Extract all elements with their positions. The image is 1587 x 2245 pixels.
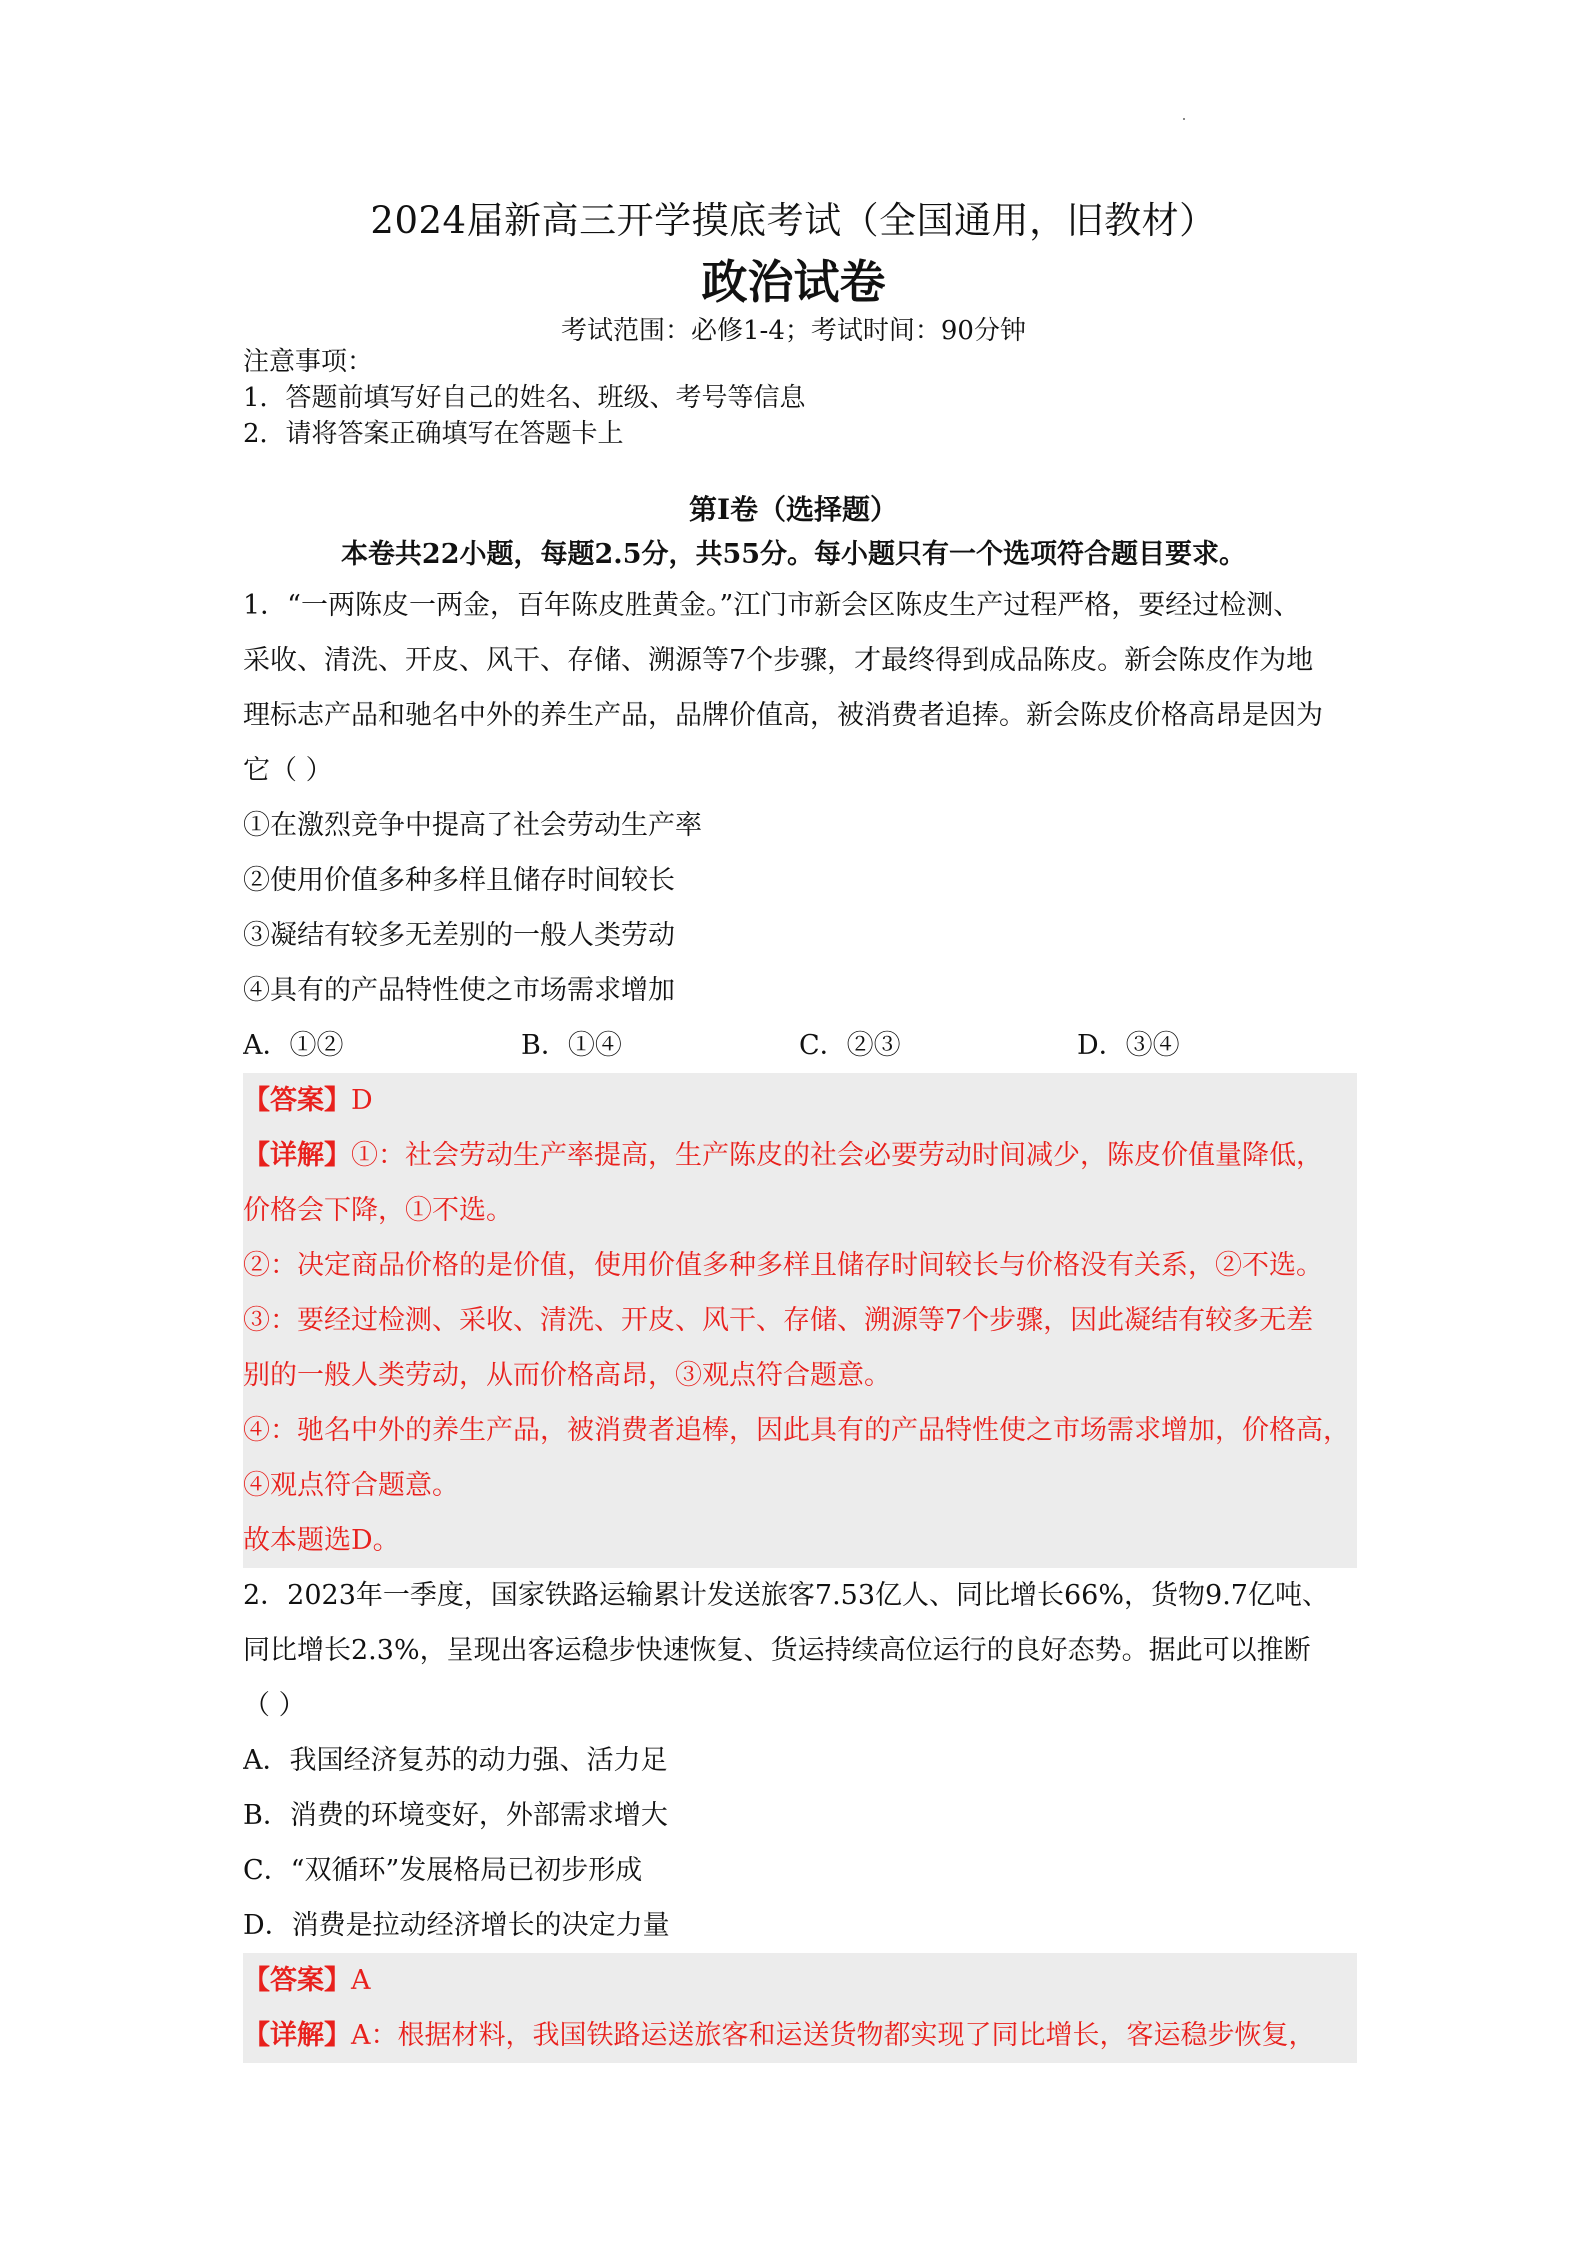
- option-b: B．消费的环境变好，外部需求增大: [243, 1800, 668, 1831]
- answer-line: [243, 1953, 1357, 2008]
- answer-block: [243, 1073, 1357, 1568]
- statement-2: ②使用价值多种多样且储存时间较长: [243, 865, 675, 896]
- explain-line: ③：要经过检测、采收、清洗、开皮、风干、存储、溯源等7个步骤，因此凝结有较多无差: [243, 1305, 1314, 1336]
- notes-heading: 注意事项：: [243, 347, 374, 377]
- exam-subject: 政治试卷: [701, 255, 886, 309]
- question-stem-line: 同比增长2.3%，呈现出客运稳步快速恢复、货运持续高位运行的良好态势。据此可以推断: [243, 1635, 1311, 1666]
- option-b: B．①④: [521, 1030, 622, 1061]
- section-description: 本卷共22小题，每题2.5分，共55分。每小题只有一个选项符合题目要求。: [340, 539, 1247, 570]
- answer-value: A: [351, 1965, 371, 1996]
- question-stem-line: 理标志产品和驰名中外的养生产品，品牌价值高，被消费者追捧。新会陈皮价格高昂是因为: [243, 700, 1323, 731]
- explain-text: A：根据材料，我国铁路运送旅客和运送货物都实现了同比增长，客运稳步恢复，: [351, 2020, 1316, 2051]
- notes-item: 1．答题前填写好自己的姓名、班级、考号等信息: [243, 383, 806, 413]
- question-stem-line: 1．“一两陈皮一两金，百年陈皮胜黄金。”江门市新会区陈皮生产过程严格，要经过检测、: [243, 590, 1301, 621]
- explain-label: 【详解】: [243, 2020, 351, 2051]
- question-stem-line: （ ）: [243, 1690, 306, 1721]
- explain-label: 【详解】: [243, 1140, 351, 1171]
- explain-line: [243, 2008, 1357, 2063]
- notes-item: 2．请将答案正确填写在答题卡上: [243, 419, 624, 449]
- option-d: D．③④: [1077, 1030, 1180, 1061]
- question-stem-line: 它（ ）: [243, 755, 333, 786]
- answer-value: D: [351, 1085, 373, 1116]
- statement-1: ①在激烈竞争中提高了社会劳动生产率: [243, 810, 702, 841]
- answer-options: [243, 1018, 1357, 1073]
- explain-line: 别的一般人类劳动，从而价格高昂，③观点符合题意。: [243, 1360, 891, 1391]
- question-2: [243, 1568, 1357, 2063]
- option-d: D．消费是拉动经济增长的决定力量: [243, 1910, 670, 1941]
- explain-line: ②：决定商品价格的是价值，使用价值多种多样且储存时间较长与价格没有关系，②不选。: [243, 1250, 1323, 1281]
- page-marker-dot: [1183, 118, 1185, 120]
- option-c: C．“双循环”发展格局已初步形成: [243, 1855, 643, 1886]
- answer-label: 【答案】: [243, 1965, 351, 1996]
- statement-4: ④具有的产品特性使之市场需求增加: [243, 975, 675, 1006]
- statement-3: ③凝结有较多无差别的一般人类劳动: [243, 920, 675, 951]
- explain-line: [243, 1128, 1357, 1183]
- questions-content: [243, 578, 1357, 2063]
- notes-block: [243, 344, 806, 452]
- option-c: C．②③: [799, 1030, 901, 1061]
- explain-line: 价格会下降，①不选。: [243, 1195, 513, 1226]
- question-1: [243, 578, 1357, 1568]
- explain-line: 故本题选D。: [243, 1525, 400, 1556]
- option-a: A．①②: [243, 1030, 344, 1061]
- answer-block: [243, 1953, 1357, 2063]
- answer-label: 【答案】: [243, 1085, 351, 1116]
- section-title: 第I卷（选择题）: [688, 493, 899, 526]
- explain-text: ①：社会劳动生产率提高，生产陈皮的社会必要劳动时间减少，陈皮价值量降低，: [351, 1140, 1323, 1171]
- question-stem-line: 采收、清洗、开皮、风干、存储、溯源等7个步骤，才最终得到成品陈皮。新会陈皮作为地: [243, 645, 1314, 676]
- explain-line: ④观点符合题意。: [243, 1470, 459, 1501]
- option-a: A．我国经济复苏的动力强、活力足: [243, 1745, 668, 1776]
- question-stem-line: 2．2023年一季度，国家铁路运输累计发送旅客7.53亿人、同比增长66%，货物9.7亿吨、: [243, 1580, 1329, 1611]
- explain-line: ④：驰名中外的养生产品，被消费者追棒，因此具有的产品特性使之市场需求增加，价格高，: [243, 1415, 1350, 1446]
- exam-range: 考试范围：必修1-4；考试时间：90分钟: [561, 316, 1026, 346]
- exam-title: 2024届新高三开学摸底考试（全国通用，旧教材）: [370, 199, 1217, 242]
- answer-line: [243, 1073, 1357, 1128]
